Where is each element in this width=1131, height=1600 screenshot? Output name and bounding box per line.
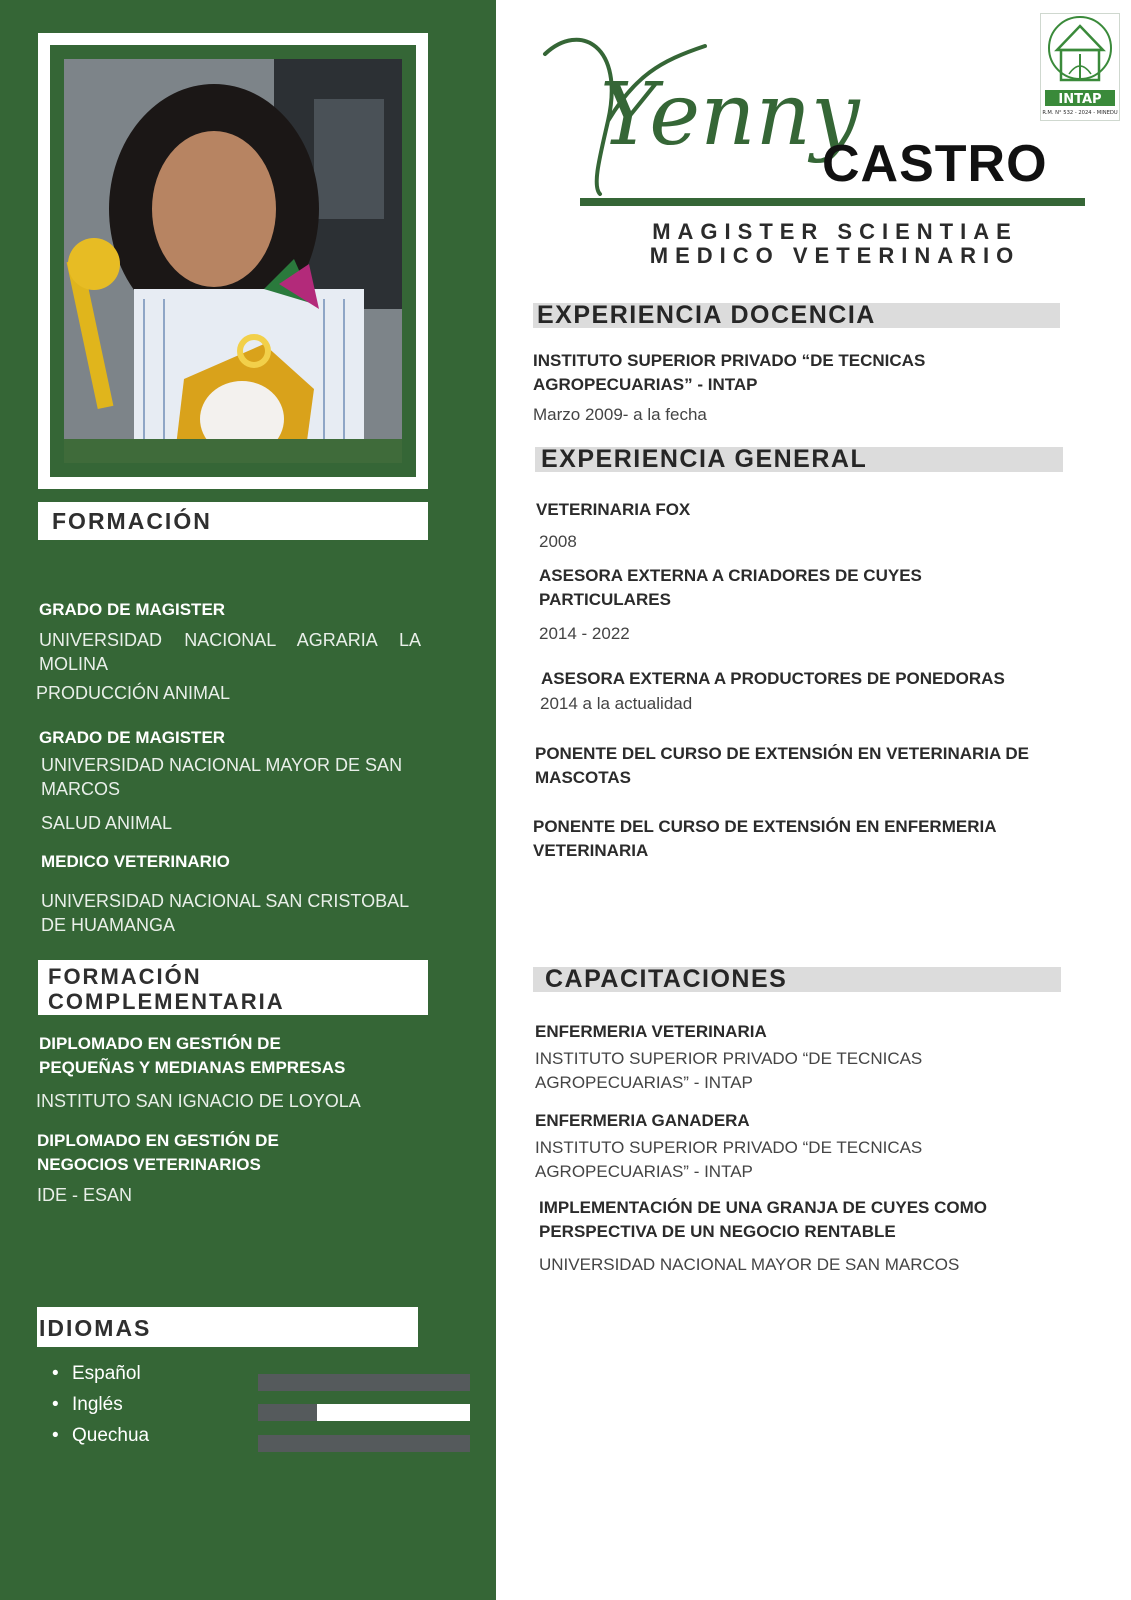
capacitacion-1-title: ENFERMERIA VETERINARIA <box>535 1022 767 1041</box>
language-name: Inglés <box>72 1394 123 1415</box>
sidebar <box>0 0 496 1600</box>
idiomas-heading: IDIOMAS <box>39 1315 152 1341</box>
general-heading: EXPERIENCIA GENERAL <box>541 445 868 473</box>
language-level-fill <box>258 1404 317 1421</box>
complementaria-1-title-line1: DIPLOMADO EN GESTIÓN DE <box>39 1034 281 1053</box>
profile-photo-frame <box>38 33 428 489</box>
language-name: Español <box>72 1363 141 1384</box>
general-1-title: VETERINARIA FOX <box>536 500 691 519</box>
language-level-bar <box>258 1404 470 1421</box>
docencia-1-date: Marzo 2009- a la fecha <box>533 405 707 424</box>
capacitacion-3-institution: UNIVERSIDAD NACIONAL MAYOR DE SAN MARCOS <box>539 1255 960 1274</box>
profile-photo <box>64 59 402 463</box>
docencia-heading-band <box>533 303 1060 328</box>
formacion-1-field: PRODUCCIÓN ANIMAL <box>36 683 231 703</box>
general-3-title: ASESORA EXTERNA A PRODUCTORES DE PONEDORAS <box>541 669 1005 688</box>
profile-photo-mat <box>50 45 416 477</box>
intap-logo-illustration <box>1041 14 1119 120</box>
formacion-3-title: MEDICO VETERINARIO <box>41 852 230 871</box>
degree-line-2: MEDICO VETERINARIO <box>649 243 1021 268</box>
general-3-date: 2014 a la actualidad <box>540 694 693 713</box>
complementaria-1-title-line2: PEQUEÑAS Y MEDIANAS EMPRESAS <box>39 1058 346 1077</box>
formacion-heading-box <box>38 502 428 540</box>
language-level-bar <box>258 1374 470 1391</box>
general-2-title: ASESORA EXTERNA A CRIADORES DE CUYES PARTICULARES <box>539 566 922 609</box>
degree-line-1: MAGISTER SCIENTIAE <box>652 219 1018 244</box>
general-2-date: 2014 - 2022 <box>539 624 630 643</box>
formacion-2-institution: UNIVERSIDAD NACIONAL MAYOR DE SAN MARCOS <box>41 755 403 799</box>
complementaria-heading-box <box>38 960 428 1015</box>
language-level-fill <box>258 1374 470 1391</box>
intap-logo <box>1040 13 1120 121</box>
language-item <box>52 1363 149 1394</box>
formacion-1-title: GRADO DE MAGISTER <box>39 600 226 619</box>
language-name: Quechua <box>72 1425 150 1446</box>
language-list <box>52 1363 149 1456</box>
capacitacion-2-institution: INSTITUTO SUPERIOR PRIVADO “DE TECNICAS AGROPECUARIAS” - INTAP <box>535 1138 923 1181</box>
language-item <box>52 1394 149 1425</box>
language-item <box>52 1425 149 1456</box>
formacion-heading: FORMACIÓN <box>52 508 212 534</box>
language-level-bar <box>258 1435 470 1452</box>
capacitacion-1-institution: INSTITUTO SUPERIOR PRIVADO “DE TECNICAS AGROPECUARIAS” - INTAP <box>535 1049 923 1092</box>
first-name: Yenny <box>600 65 860 165</box>
complementaria-heading-line1: FORMACIÓN <box>48 964 202 989</box>
complementaria-heading-line2: COMPLEMENTARIA <box>48 989 285 1014</box>
capacitaciones-heading-band <box>533 967 1061 992</box>
name-underline <box>580 198 1085 206</box>
general-5-title: PONENTE DEL CURSO DE EXTENSIÓN EN ENFERMERIA VETERINARIA <box>533 817 996 860</box>
logo-label: INTAP <box>1058 92 1102 107</box>
complementaria-2-institution: IDE - ESAN <box>37 1185 133 1205</box>
language-level-fill <box>258 1435 470 1452</box>
complementaria-2-title-line1: DIPLOMADO EN GESTIÓN DE <box>37 1131 279 1150</box>
complementaria-1-institution: INSTITUTO SAN IGNACIO DE LOYOLA <box>36 1091 361 1111</box>
last-name: CASTRO <box>822 135 1048 193</box>
capacitacion-2-title: ENFERMERIA GANADERA <box>535 1111 750 1130</box>
formacion-2-field: SALUD ANIMAL <box>41 813 173 833</box>
docencia-1-title: INSTITUTO SUPERIOR PRIVADO “DE TECNICAS AGROPECUARIAS” - INTAP <box>533 351 926 394</box>
complementaria-2-title-line2: NEGOCIOS VETERINARIOS <box>37 1155 261 1174</box>
docencia-heading: EXPERIENCIA DOCENCIA <box>537 301 876 329</box>
formacion-2-title: GRADO DE MAGISTER <box>39 728 226 747</box>
general-heading-band <box>535 447 1063 472</box>
profile-photo-illustration <box>64 59 402 463</box>
idiomas-heading-box <box>37 1307 418 1347</box>
capacitaciones-heading: CAPACITACIONES <box>545 965 788 993</box>
formacion-3-institution: UNIVERSIDAD NACIONAL SAN CRISTOBAL DE HUAMANGA <box>41 891 409 935</box>
logo-sub: R.M. N° 532 - 2024 - MINEDU <box>1042 110 1118 116</box>
capacitacion-3-title: IMPLEMENTACIÓN DE UNA GRANJA DE CUYES COMO PERSPECTIVA DE UN NEGOCIO RENTABLE <box>539 1198 988 1241</box>
formacion-1-institution: UNIVERSIDAD NACIONAL AGRARIA LA MOLINA <box>39 630 421 674</box>
general-4-title: PONENTE DEL CURSO DE EXTENSIÓN EN VETERINARIA DE MASCOTAS <box>535 744 1030 787</box>
general-1-date: 2008 <box>539 532 577 551</box>
